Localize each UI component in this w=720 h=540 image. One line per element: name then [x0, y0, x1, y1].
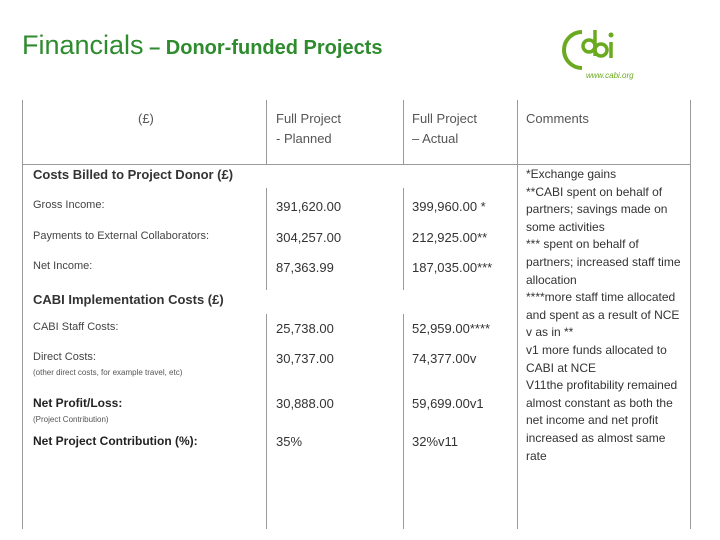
row-actual-net-contribution: 32%v11: [412, 434, 459, 449]
row-actual-external-payments: 212,925.00**: [412, 230, 488, 245]
row-actual-net-income: 187,035.00***: [412, 260, 493, 275]
grid-vline: [266, 100, 267, 164]
cabi-logo-mark: [556, 22, 676, 84]
grid-hline: [22, 164, 690, 165]
row-planned-net-contribution: 35%: [276, 434, 303, 449]
row-label-staff-costs: CABI Staff Costs:: [33, 321, 119, 333]
row-planned-gross-income: 391,620.00: [276, 199, 342, 214]
row-label-direct-costs: Direct Costs:: [33, 351, 96, 363]
row-label-net-contribution: Net Project Contribution (%):: [33, 434, 198, 448]
row-planned-external-payments: 304,257.00: [276, 230, 342, 245]
row-planned-net-profit-loss: 30,888.00: [276, 396, 334, 411]
row-actual-gross-income: 399,960.00 *: [412, 199, 486, 214]
comments-text: *Exchange gains **CABI spent on behalf of partners; savings made on some activities *** spent on behalf of partners; increased staff time allocation ****more staff time allocated and spent as a result of NCE v as in ** v1 more funds allocated to CABI at NCE V11the profitability remained almost constant as both the net income and net profit increased as almost same rate: [526, 167, 681, 463]
row-planned-staff-costs: 25,738.00: [276, 321, 334, 336]
row-note-direct-costs: (other direct costs, for example travel, etc): [33, 368, 183, 377]
grid-vline: [403, 188, 404, 290]
row-planned-direct-costs: 30,737.00: [276, 351, 334, 366]
logo-url: www.cabi.org: [586, 71, 634, 80]
row-actual-net-profit-loss: 59,699.00v1: [412, 396, 484, 411]
row-actual-direct-costs: 74,377.00v: [412, 351, 477, 366]
row-label-external-payments: Payments to External Collaborators:: [33, 230, 210, 242]
grid-vline: [690, 100, 691, 529]
grid-vline: [266, 314, 267, 529]
grid-vline: [266, 188, 267, 290]
header-unit: (£): [138, 111, 154, 126]
row-label-net-profit-loss: Net Profit/Loss:: [33, 396, 123, 410]
header-planned: Full Project - Planned: [276, 111, 342, 146]
cabi-logo: [556, 22, 676, 84]
row-note-net-profit-loss: (Project Contribution): [33, 415, 109, 424]
row-actual-staff-costs: 52,959.00****: [412, 321, 491, 336]
title-sub: – Donor-funded Projects: [143, 37, 383, 59]
row-planned-net-income: 87,363.99: [276, 260, 334, 275]
header-comments: Comments: [526, 111, 589, 126]
section-donor-costs: Costs Billed to Project Donor (£): [33, 167, 234, 182]
header-actual: Full Project – Actual: [412, 111, 478, 146]
section-implementation-costs: CABI Implementation Costs (£): [33, 292, 224, 307]
page-title: [22, 30, 382, 61]
row-label-net-income: Net Income:: [33, 260, 93, 272]
title-main: Financials: [22, 30, 144, 60]
grid-vline: [403, 314, 404, 529]
row-label-gross-income: Gross Income:: [33, 199, 105, 211]
grid-vline: [403, 100, 404, 164]
